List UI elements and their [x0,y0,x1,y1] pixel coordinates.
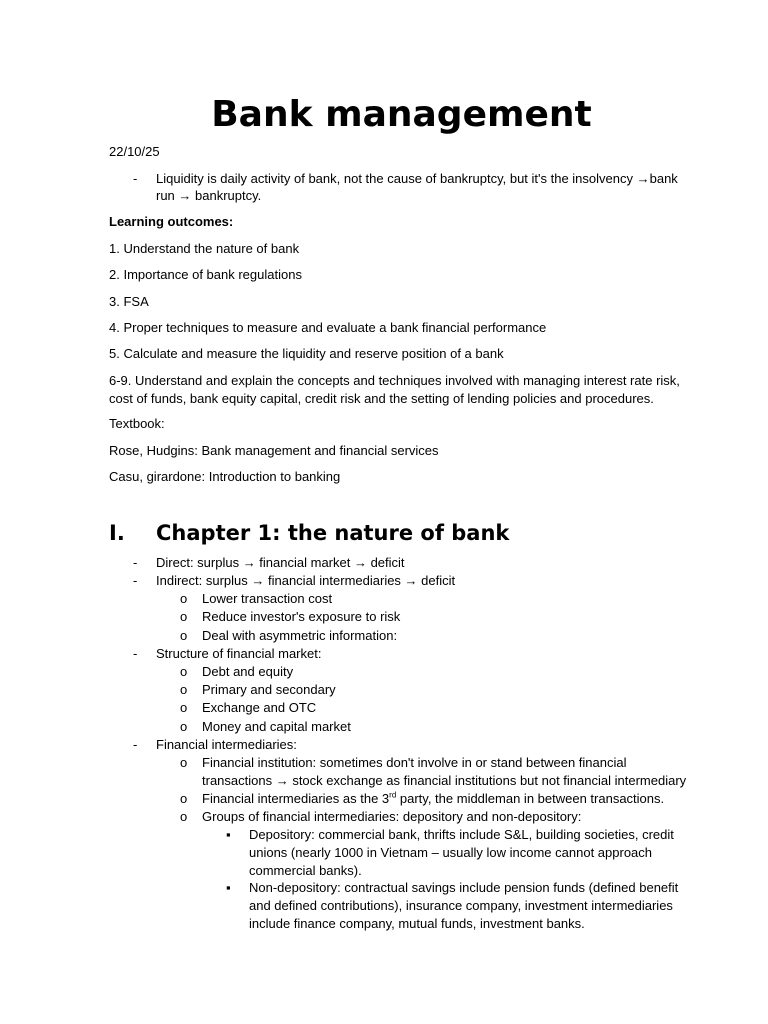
fi-third-sup: rd [389,790,397,800]
circle-marker: o [180,719,188,734]
dash-marker: - [133,555,138,570]
outcome-5: 5. Calculate and measure the liquidity and reserve position of a bank [109,346,504,361]
list-item-indirect: Indirect: surplus → financial intermediaries → deficit [156,573,456,588]
non-depository-line-3: include finance company, mutual funds, investment banks. [249,916,585,931]
fi-groups: Groups of financial intermediaries: depository and non-depository: [202,809,582,824]
depository-line-2: unions (nearly 1000 in Vietnam – usually low income cannot approach [249,845,653,860]
textbook-label: Textbook: [109,416,165,431]
list-subitem: Exchange and OTC [202,700,317,715]
fi-third-party [202,790,664,808]
document-title: Bank management [211,94,592,135]
list-subitem: Money and capital market [202,719,351,734]
dash-marker: - [133,573,138,588]
list-item-intermediaries: Financial intermediaries: [156,737,297,752]
fi-institution-line-2: transactions → stock exchange as financial institutions but not financial intermediary [202,773,687,788]
square-marker: ▪ [226,827,231,842]
outcome-3: 3. FSA [109,294,149,309]
outcome-6-9-line-1: 6-9. Understand and explain the concepts and techniques involved with managing interest rate risk, [109,373,680,388]
textbook-2: Casu, girardone: Introduction to banking [109,469,341,484]
non-depository-line-1: Non-depository: contractual savings include pension funds (defined benefit [249,880,679,895]
intro-line-2: run → bankruptcy. [156,188,262,203]
list-subitem: Debt and equity [202,664,294,679]
dash-marker: - [133,171,138,186]
list-subitem: Reduce investor's exposure to risk [202,609,401,624]
circle-marker: o [180,609,188,624]
dash-marker: - [133,646,138,661]
outcome-4: 4. Proper techniques to measure and evaluate a bank financial performance [109,320,547,335]
circle-marker: o [180,664,188,679]
fi-institution-line-1: Financial institution: sometimes don't involve in or stand between financial [202,755,627,770]
outcome-1: 1. Understand the nature of bank [109,241,300,256]
circle-marker: o [180,809,188,824]
chapter-title: Chapter 1: the nature of bank [156,521,510,545]
chapter-number: I. [109,521,125,545]
depository-line-1: Depository: commercial bank, thrifts include S&L, building societies, credit [249,827,674,842]
learning-outcomes-heading: Learning outcomes: [109,214,234,229]
fi-third-pre: Financial intermediaries as the 3 [202,791,390,806]
list-item-structure: Structure of financial market: [156,646,322,661]
square-marker: ▪ [226,880,231,895]
circle-marker: o [180,700,188,715]
list-subitem: Deal with asymmetric information: [202,628,398,643]
circle-marker: o [180,628,188,643]
outcome-6-9-line-2: cost of funds, bank equity capital, credit risk and the setting of lending policies and procedures. [109,391,654,406]
circle-marker: o [180,755,188,770]
circle-marker: o [180,591,188,606]
dash-marker: - [133,737,138,752]
outcome-2: 2. Importance of bank regulations [109,267,302,282]
list-subitem: Lower transaction cost [202,591,333,606]
list-subitem: Primary and secondary [202,682,336,697]
fi-third-post: party, the middleman in between transactions. [396,791,665,806]
list-item-direct: Direct: surplus → financial market → deficit [156,555,405,570]
date-text: 22/10/25 [109,144,160,159]
non-depository-line-2: and defined contributions), insurance company, investment intermediaries [249,898,673,913]
circle-marker: o [180,791,188,806]
textbook-1: Rose, Hudgins: Bank management and financial services [109,443,439,458]
depository-line-3: commercial banks). [249,863,362,878]
intro-line-1: Liquidity is daily activity of bank, not the cause of bankruptcy, but it's the insolvency →bank [156,171,678,186]
circle-marker: o [180,682,188,697]
